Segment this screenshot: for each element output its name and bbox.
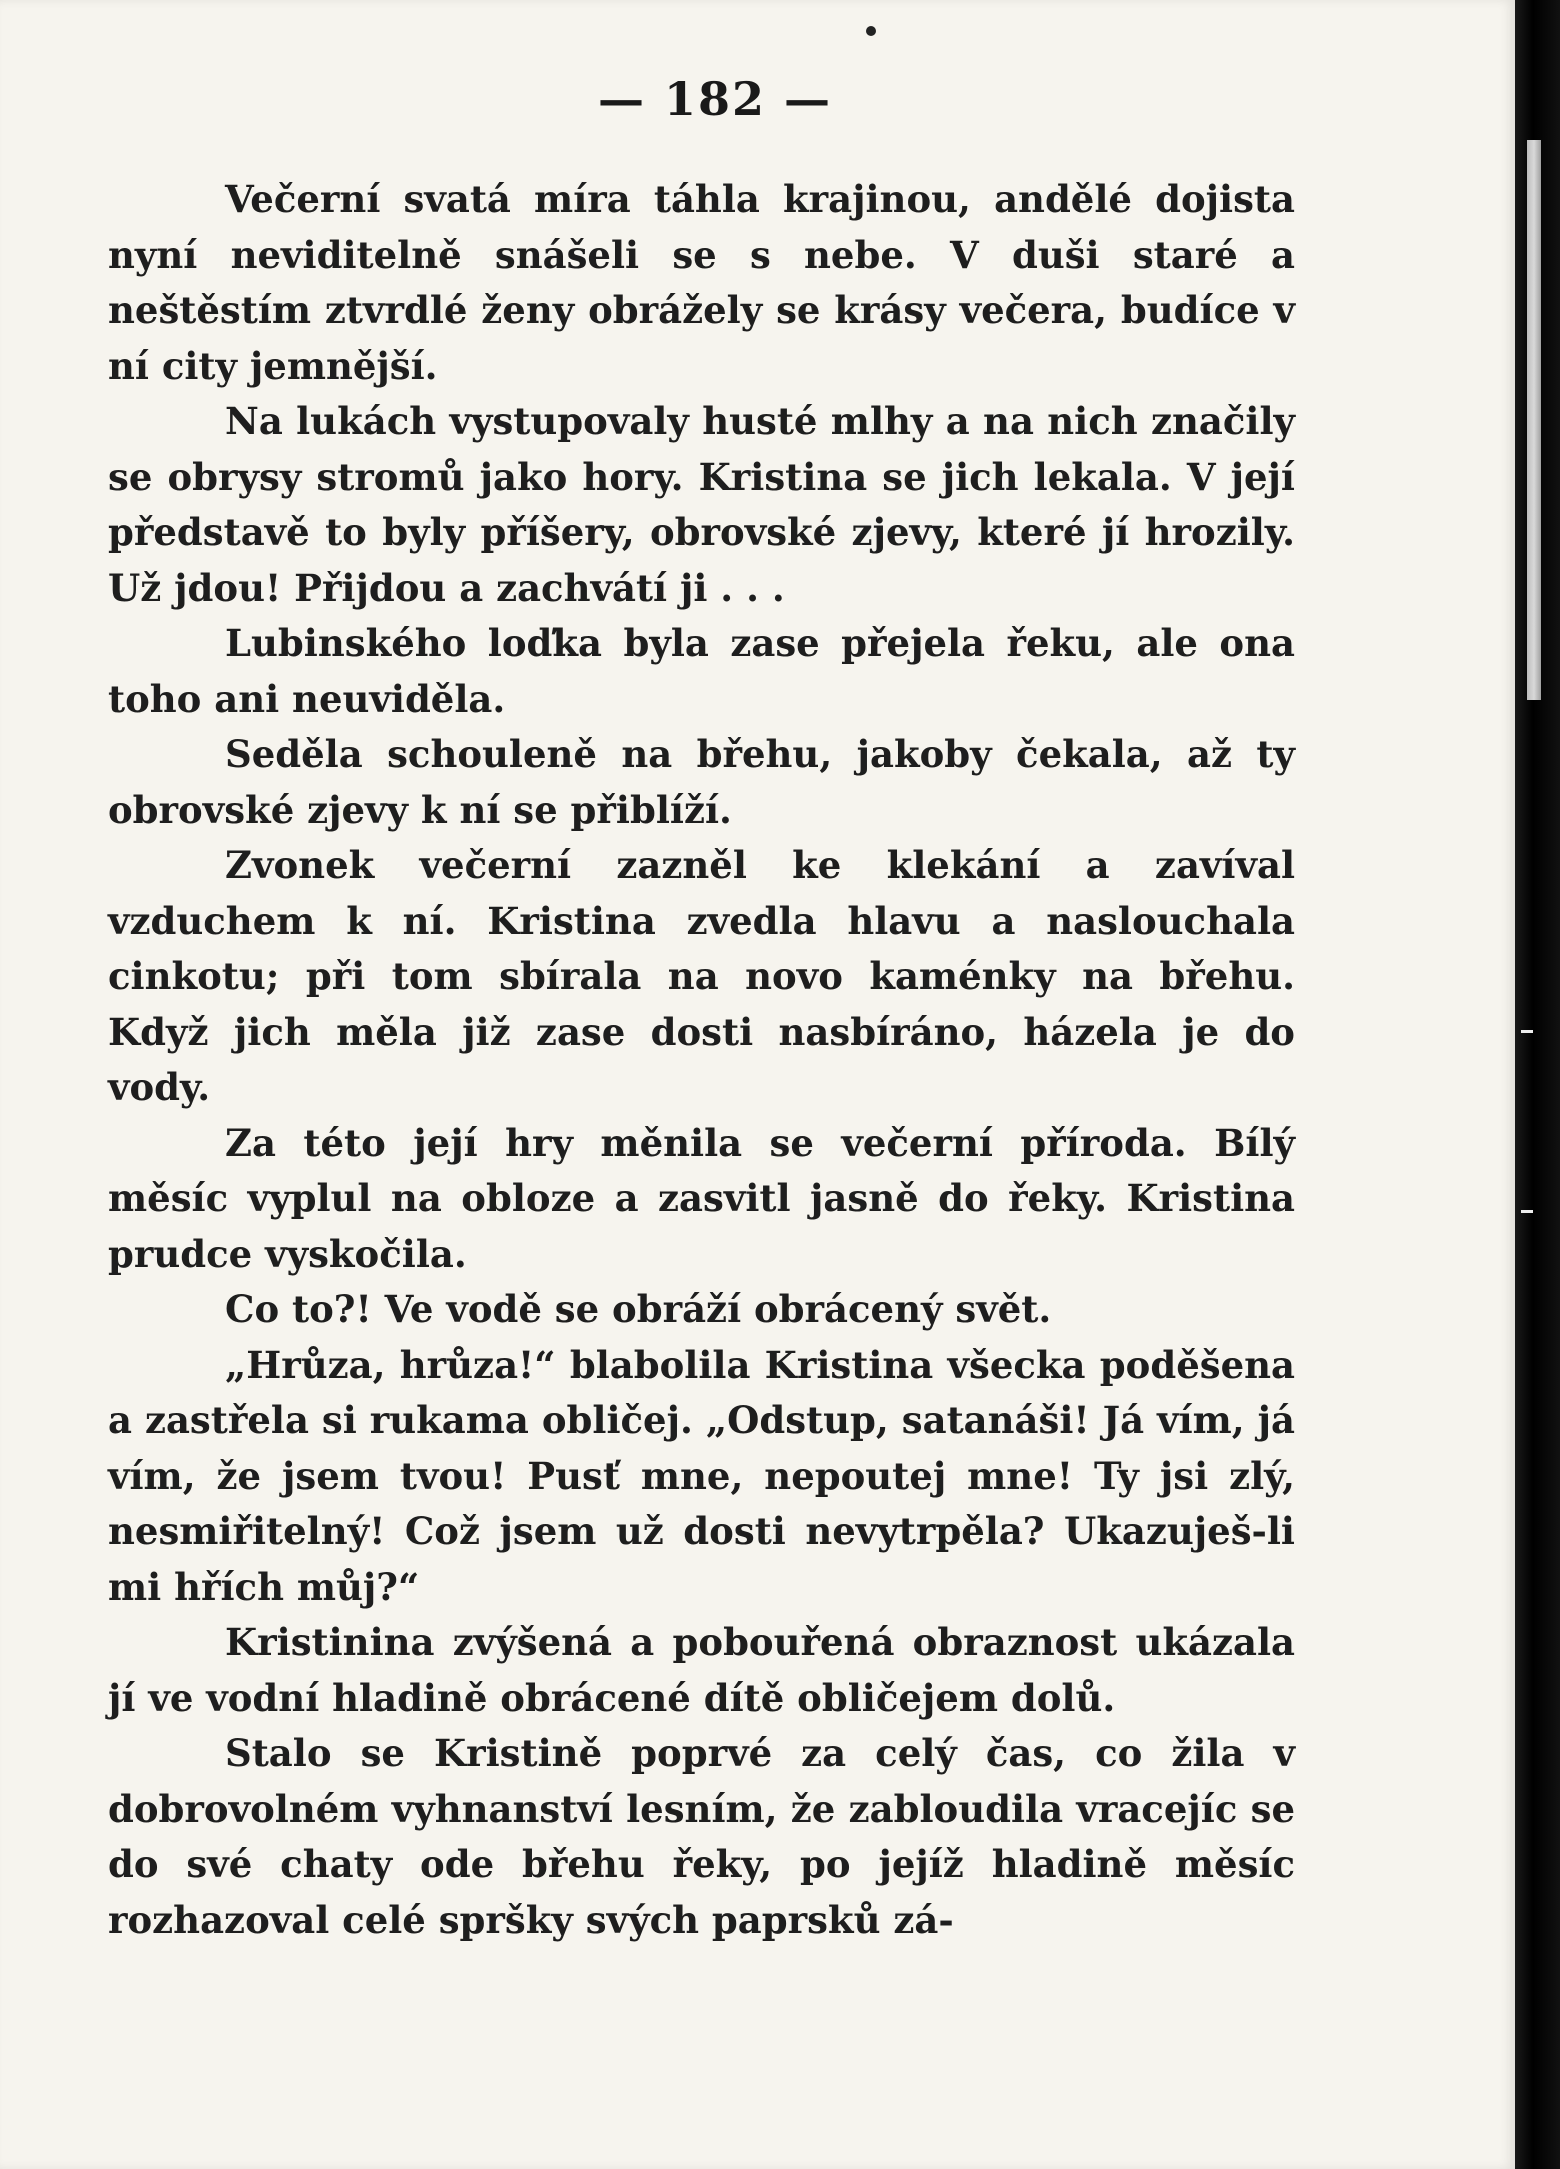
edge-mark bbox=[1521, 1210, 1533, 1213]
paragraph: Seděla schouleně na břehu, jakoby čekala, až ty obrovské zjevy k ní se přiblíží. bbox=[108, 732, 1295, 832]
paragraph: Na lukách vystupovaly husté mlhy a na nich značily se obrysy stromů jako hory. Kristina se jich lekala. V její představě to byly příšery, obrovské zjevy, které jí hrozily. Už jdou! Přijdou a zachvátí ji . . . bbox=[108, 399, 1295, 610]
paragraph: Co to?! Ve vodě se obráží obrácený svět. bbox=[225, 1287, 1052, 1331]
next-page-edge bbox=[1527, 140, 1541, 700]
paragraph: „Hrůza, hrůza!“ blabolila Kristina všecka poděšena a zastřela si rukama obličej. „Odstup, satanáši! Já vím, já vím, že jsem tvou! Pusť mne, nepoutej mne! Ty jsi zlý, nesmiřitelný! Což jsem už dosti nevytrpěla? Ukazuješ-li mi hřích můj?“ bbox=[108, 1342, 1295, 1609]
paragraph: Za této její hry měnila se večerní příroda. Bílý měsíc vyplul na obloze a zasvitl jasně do řeky. Kristina prudce vyskočila. bbox=[108, 1120, 1295, 1276]
ink-dot bbox=[866, 26, 876, 36]
paragraph: Stalo se Kristině poprvé za celý čas, co žila v dobrovolném vyhnanství lesním, že zabloudila vracejíc se do své chaty ode břehu řeky, po jejíž hladině měsíc rozhazoval celé spršky svých paprsků zá- bbox=[108, 1731, 1295, 1942]
page-edge-shadow bbox=[1515, 0, 1560, 2169]
page-number: — 182 — bbox=[597, 72, 833, 126]
paragraph: Večerní svatá míra táhla krajinou, andělé dojista nyní neviditelně snášeli se s nebe. V duši staré a neštěstím ztvrdlé ženy obrážely se krásy večera, budíce v ní city jemnější. bbox=[108, 177, 1295, 388]
edge-mark bbox=[1521, 1030, 1533, 1033]
body-text bbox=[108, 172, 1295, 1948]
paragraph: Zvonek večerní zazněl ke klekání a zavíval vzduchem k ní. Kristina zvedla hlavu a naslouchala cinkotu; při tom sbírala na novo kaménky na břehu. Když jich měla již zase dosti nasbíráno, házela je do vody. bbox=[108, 843, 1295, 1109]
paragraph: Kristinina zvýšená a pobouřená obraznost ukázala jí ve vodní hladině obrácené dítě obličejem dolů. bbox=[108, 1620, 1295, 1720]
paragraph: Lubinského loďka byla zase přejela řeku, ale ona toho ani neuviděla. bbox=[108, 621, 1295, 721]
